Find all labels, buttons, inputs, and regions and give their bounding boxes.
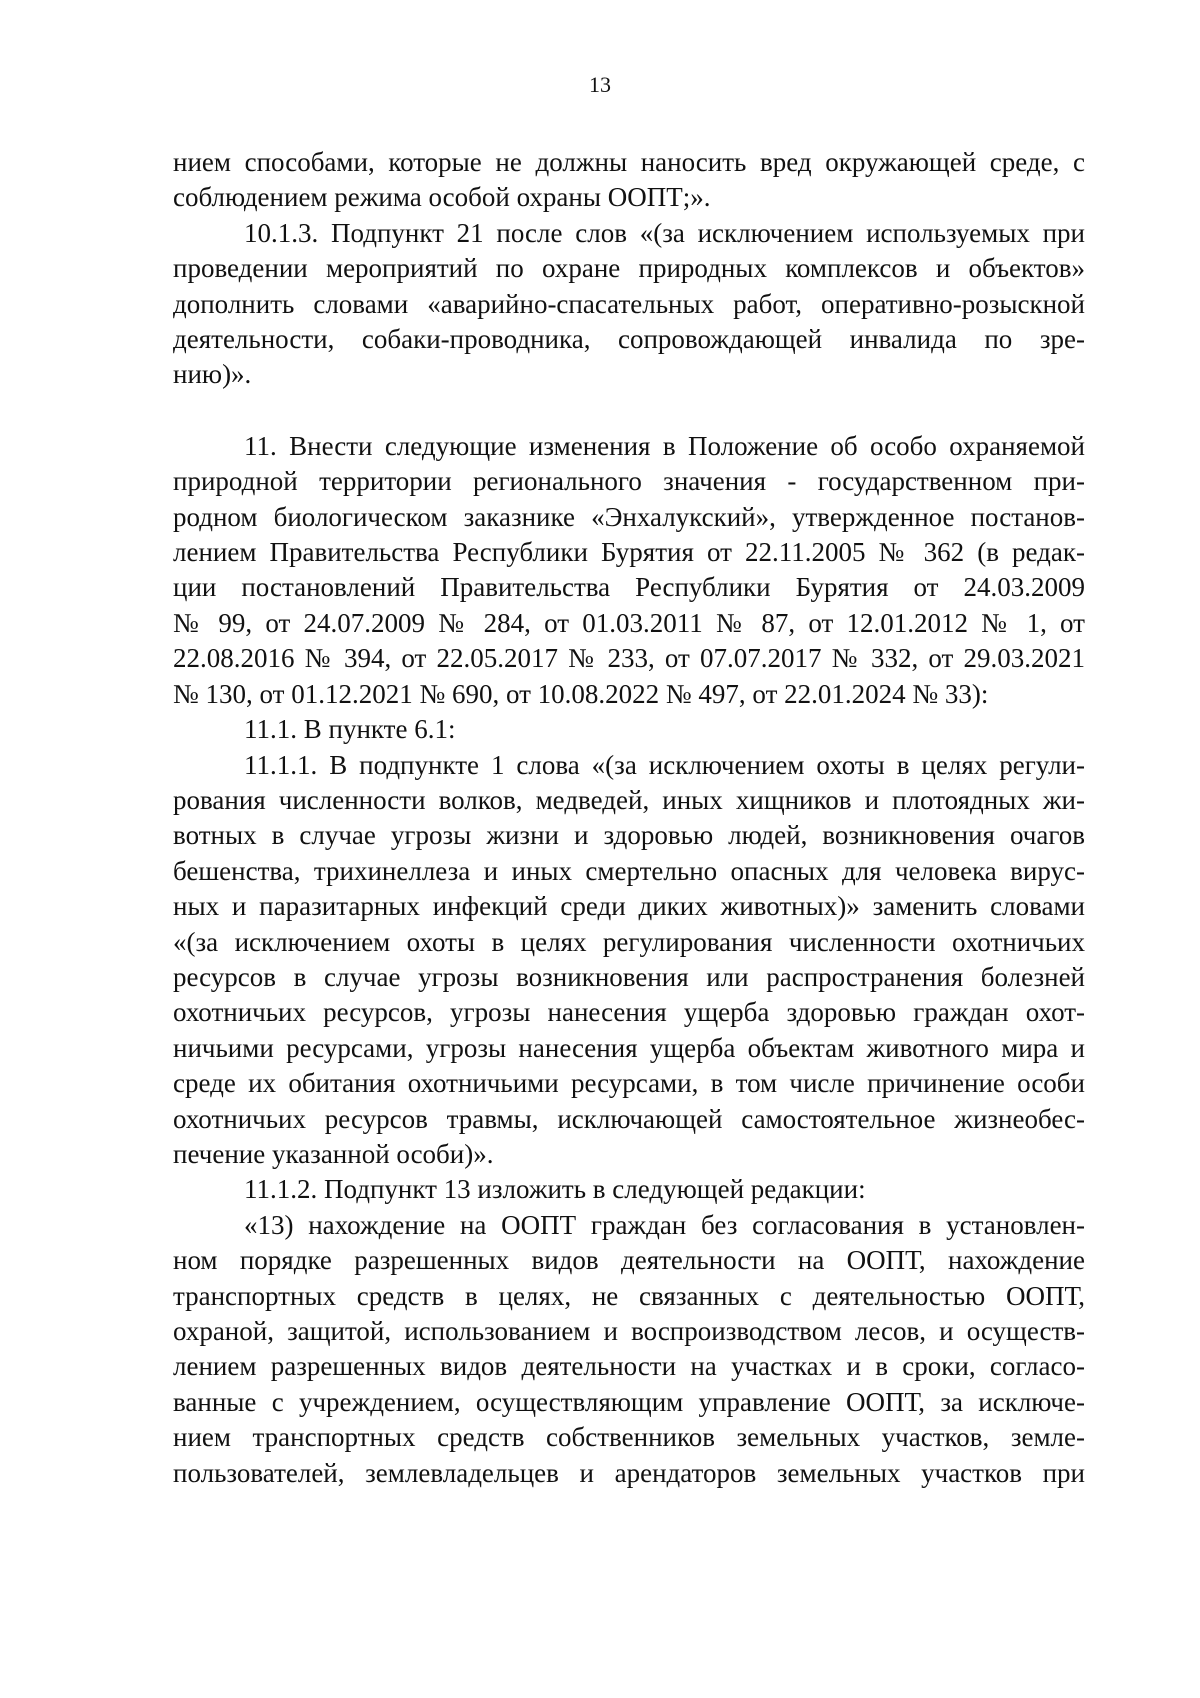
text-line: лением разрешенных видов деятельности на участках и в сроки, согласо- [173, 1351, 1085, 1382]
text-line: нию)». [173, 359, 252, 390]
text-line: вотных в случае угрозы жизни и здоровью людей, возникновения очагов [173, 820, 1085, 851]
page-number: 13 [589, 72, 611, 97]
text-line: 10.1.3. Подпункт 21 после слов «(за исключением используемых при [244, 217, 1085, 248]
text-line: охотничьих ресурсов травмы, исключающей самостоятельное жизнеобес- [173, 1103, 1085, 1134]
text-line: нием способами, которые не должны наносить вред окружающей среде, с [173, 147, 1085, 177]
paragraph [173, 748, 1085, 1173]
text-line: лением Правительства Республики Бурятия от 22.11.2005 № 362 (в редак- [173, 537, 1085, 568]
text-line: «(за исключением охоты в целях регулирования численности охотничьих [173, 926, 1085, 957]
text-line: рования численности волков, медведей, иных хищников и плотоядных жи- [173, 784, 1085, 815]
text-line: ресурсов в случае угрозы возникновения или распространения болезней [173, 961, 1085, 992]
paragraph [173, 712, 1085, 747]
text-line: охраной, защитой, использованием и воспроизводством лесов, и осуществ- [173, 1316, 1085, 1346]
text-line: № 130, от 01.12.2021 № 690, от 10.08.2022 № 497, от 22.01.2024 № 33): [173, 678, 989, 709]
text-line: ничьими ресурсами, угрозы нанесения ущерба объектам животного мира и [173, 1032, 1085, 1063]
text-line: 11.1. В пункте 6.1: [244, 714, 456, 745]
text-line: печение указанной особи)». [173, 1138, 494, 1169]
text-line: № 99, от 24.07.2009 № 284, от 01.03.2011 № 87, от 12.01.2012 № 1, от [173, 607, 1085, 638]
text-line: «13) нахождение на ООПТ граждан без согласования в установлен- [244, 1209, 1085, 1240]
document-body [173, 145, 1085, 1491]
paragraph [173, 1172, 1085, 1207]
text-line: природной территории регионального значения - государственном при- [173, 466, 1085, 497]
text-line: 11.1.1. В подпункте 1 слова «(за исключением охоты в целях регули- [244, 749, 1085, 780]
text-line: пользователей, землевладельцев и арендаторов земельных участков при [173, 1457, 1085, 1488]
paragraph-gap [173, 393, 1085, 429]
text-line: ции постановлений Правительства Республики Бурятия от 24.03.2009 [173, 572, 1085, 603]
text-line: родном биологическом заказнике «Энхалукский», утвержденное постанов- [173, 501, 1085, 532]
text-line: ном порядке разрешенных видов деятельности на ООПТ, нахождение [173, 1245, 1085, 1276]
text-line: соблюдением режима особой охраны ООПТ;». [173, 182, 711, 213]
text-line: ванные с учреждением, осуществляющим управление ООПТ, за исключе- [173, 1386, 1085, 1417]
text-line: 11. Внести следующие изменения в Положение об особо охраняемой [244, 430, 1085, 461]
text-line: бешенства, трихинеллеза и иных смертельно опасных для человека вирус- [173, 855, 1085, 886]
paragraph [173, 216, 1085, 393]
text-line: 11.1.2. Подпункт 13 изложить в следующей редакции: [244, 1174, 866, 1205]
text-line: проведении мероприятий по охране природных комплексов и объектов» [173, 253, 1085, 284]
text-line: 22.08.2016 № 394, от 22.05.2017 № 233, от 07.07.2017 № 332, от 29.03.2021 [173, 643, 1085, 674]
text-line: среде их обитания охотничьими ресурсами, в том числе причинение особи [173, 1068, 1085, 1099]
text-line: деятельности, собаки-проводника, сопровождающей инвалида по зре- [173, 324, 1085, 355]
text-line: транспортных средств в целях, не связанных с деятельностью ООПТ, [173, 1280, 1085, 1311]
text-line: охотничьих ресурсов, угрозы нанесения ущерба здоровью граждан охот- [173, 997, 1085, 1028]
text-line: нием транспортных средств собственников земельных участков, земле- [173, 1422, 1085, 1453]
paragraph [173, 429, 1085, 712]
text-line: ных и паразитарных инфекций среди диких животных)» заменить словами [173, 891, 1085, 922]
text-line: дополнить словами «аварийно-спасательных работ, оперативно-розыскной [173, 288, 1085, 319]
paragraph [173, 145, 1085, 216]
paragraph [173, 1208, 1085, 1491]
